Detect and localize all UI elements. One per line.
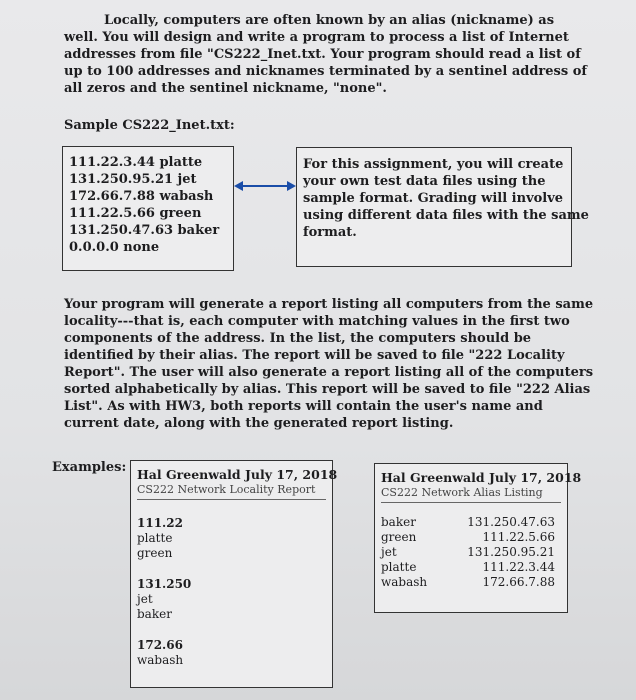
intro-line: addresses from file "CS222_Inet.txt. Your program should read a list of [64,47,581,62]
report-subtitle: CS222 Network Alias Listing [381,485,561,503]
alias-row [381,545,561,560]
note-box [296,147,589,267]
report-line: sorted alphabetically by alias. This report will be saved to file "222 Alias [64,382,591,397]
note-line: your own test data files using the [303,174,546,189]
alias-ip: 131.250.95.21 [467,545,555,559]
report-paragraph [64,296,594,432]
locality-alias: baker [137,607,172,621]
report-line: locality---that is, each computer with matching values in the first two [64,314,570,329]
examples-label: Examples: [52,460,127,475]
report-line: components of the address. In the list, the computers should be [64,331,532,346]
locality-prefix: 111.22 [137,516,183,530]
alias-row [381,560,561,575]
alias-listing-example [374,463,582,613]
intro-line: well. You will design and write a program to process a list of Internet [64,30,569,45]
sample-line: 131.250.47.63 baker [69,223,220,238]
report-line: List". As with HW3, both reports will contain the user's name and [64,399,543,414]
intro-paragraph [64,12,587,97]
alias-name: jet [381,545,397,559]
note-line: format. [303,225,357,240]
intro-line: up to 100 addresses and nicknames terminated by a sentinel address of [64,64,587,79]
locality-alias: jet [137,592,153,606]
sample-line: 172.66.7.88 wabash [69,189,214,204]
alias-ip: 111.22.3.44 [482,560,555,574]
double-arrow-icon [234,178,296,194]
locality-group [137,577,326,622]
alias-row [381,575,561,590]
report-header: Hal Greenwald July 17, 2018 [137,467,338,482]
locality-report-example [130,460,338,688]
locality-group [137,516,326,561]
alias-name: green [381,530,417,544]
alias-ip: 111.22.5.66 [482,530,555,544]
alias-row [381,530,561,545]
locality-prefix: 131.250 [137,577,192,591]
report-line: identified by their alias. The report will be saved to file "222 Locality [64,348,565,363]
locality-alias: green [137,546,173,560]
alias-list [381,515,561,590]
report-line: Report". The user will also generate a report listing all of the computers [64,365,594,380]
locality-prefix: 172.66 [137,638,183,652]
intro-line: all zeros and the sentinel nickname, "none". [64,81,387,96]
sample-file-label: Sample CS222_Inet.txt: [64,118,235,133]
alias-row [381,515,561,530]
alias-name: platte [381,560,417,574]
alias-name: wabash [381,575,428,589]
sample-line: 111.22.3.44 platte [69,155,203,170]
note-line: sample format. Grading will involve [303,191,564,206]
locality-group [137,638,326,668]
note-line: using different data files with the same [303,208,589,223]
intro-line: Locally, computers are often known by an alias (nickname) as [104,13,555,28]
sample-line: 0.0.0.0 none [69,240,160,255]
sample-data-box [62,146,234,271]
sample-line: 111.22.5.66 green [69,206,202,221]
report-header: Hal Greenwald July 17, 2018 [381,470,582,485]
alias-name: baker [381,515,416,529]
report-line: current date, along with the generated report listing. [64,416,454,431]
alias-ip: 172.66.7.88 [482,575,555,589]
note-line: For this assignment, you will create [303,157,564,172]
alias-ip: 131.250.47.63 [467,515,555,529]
sample-line: 131.250.95.21 jet [69,172,197,187]
locality-alias: platte [137,531,173,545]
report-line: Your program will generate a report listing all computers from the same [64,297,594,312]
report-subtitle: CS222 Network Locality Report [137,482,326,500]
locality-alias: wabash [137,653,184,667]
